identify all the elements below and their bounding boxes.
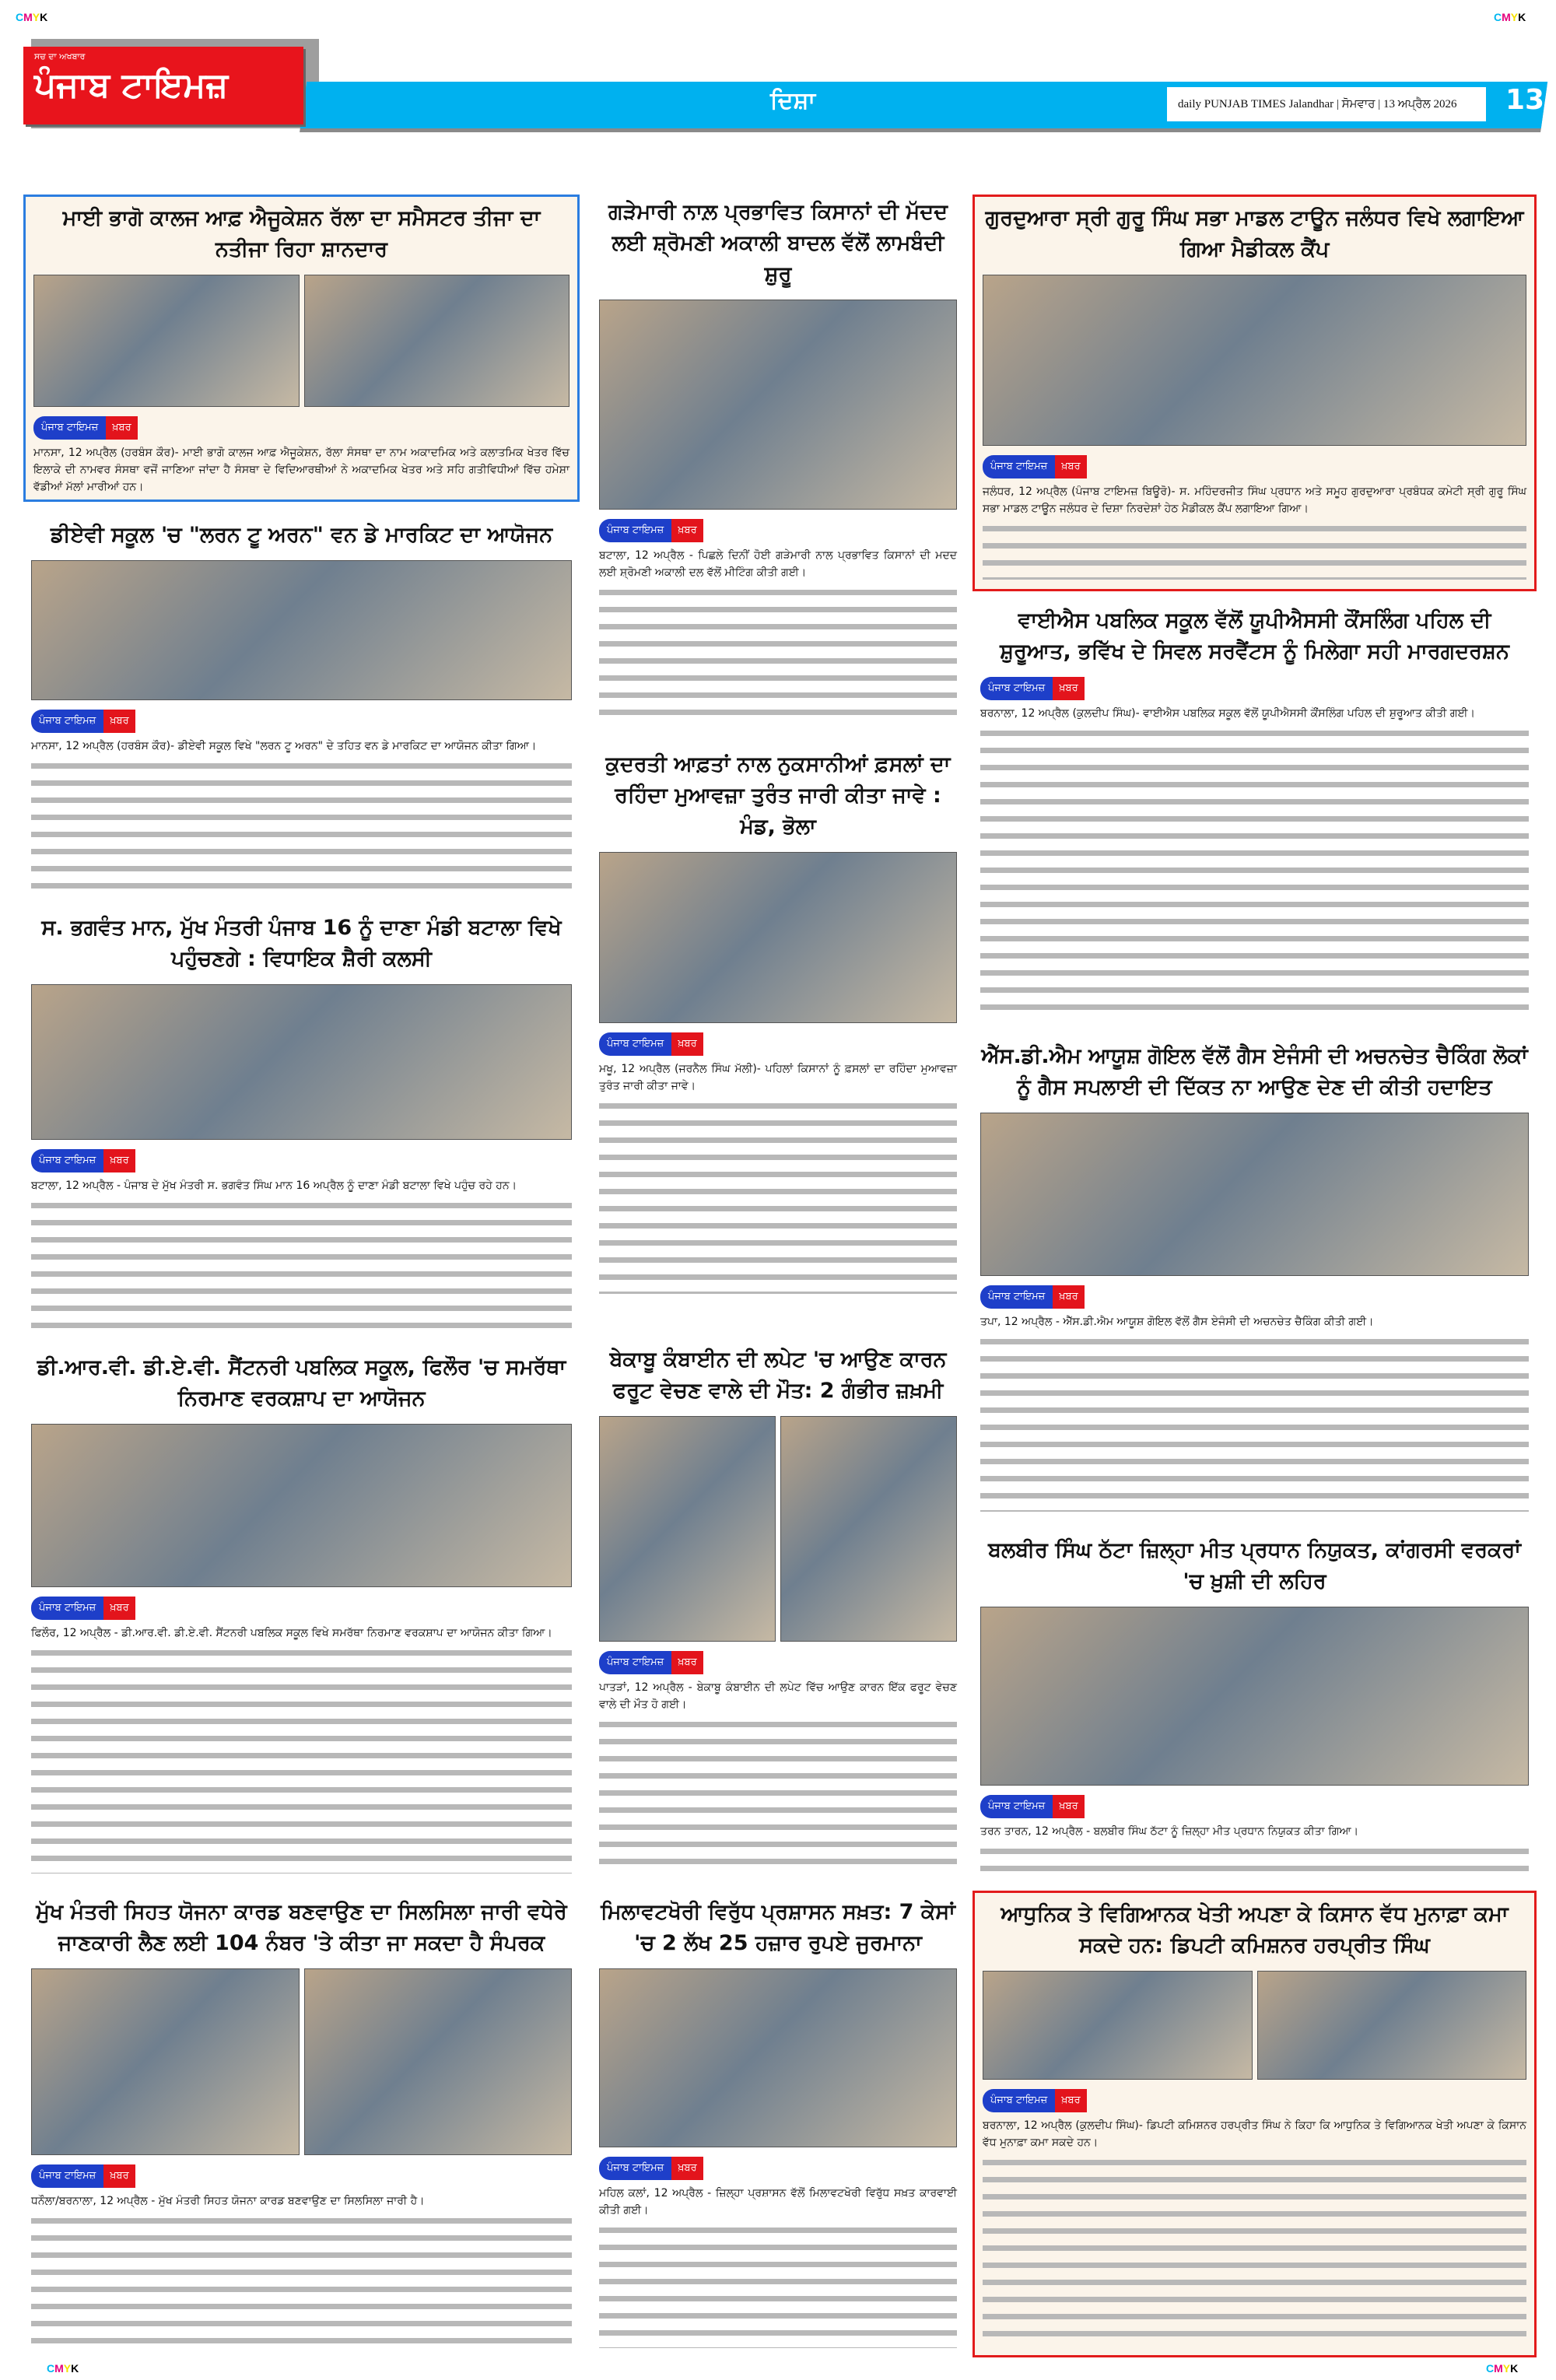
article-headline: ਮਿਲਾਵਟਖੋਰੀ ਵਿਰੁੱਧ ਪ੍ਰਸ਼ਾਸਨ ਸਖ਼ਤ: 7 ਕੇਸਾਂ 'ਚ 2 ਲੱਖ 25 ਹਜ਼ਾਰ ਰੁਪਏ ਜੁਰਮਾਨਾ xyxy=(601,1900,955,1955)
article-headline: ਵਾਈਐਸ ਪਬਲਿਕ ਸਕੂਲ ਵੱਲੋਂ ਯੂਪੀਐਸਸੀ ਕੌਂਸਲਿੰਗ ਪਹਿਲ ਦੀ ਸ਼ੁਰੂਆਤ, ਭਵਿੱਖ ਦੇ ਸਿਵਲ ਸਰਵੈਂਟਸ ਨੂੰ ਮਿਲੇਗਾ ਸਹੀ ਮਾਰਗਦਰਸ਼ਨ xyxy=(1000,608,1509,664)
byline-brand: ਪੰਜਾਬ ਟਾਇਮਜ਼ xyxy=(983,2089,1055,2112)
article-photo xyxy=(983,275,1526,446)
article-photos xyxy=(31,984,572,1140)
article-body-text xyxy=(983,2153,1526,2346)
article-photos xyxy=(983,1971,1526,2080)
article-lead: ਬਰਨਾਲਾ, 12 ਅਪ੍ਰੈਲ (ਕੁਲਦੀਪ ਸਿੰਘ)- ਡਿਪਟੀ ਕਮਿਸ਼ਨਰ ਹਰਪ੍ਰੀਤ ਸਿੰਘ ਨੇ ਕਿਹਾ ਕਿ ਆਧੁਨਿਕ ਤੇ ਵਿਗਿਆਨਕ ਖੇਤੀ ਅਪਣਾ ਕੇ ਕਿਸਾਨ ਵੱਧ ਮੁਨਾਫ਼ਾ ਕਮਾ ਸਕਦੇ ਹਨ। xyxy=(983,2119,1526,2149)
news-article xyxy=(23,195,580,502)
news-article xyxy=(591,1338,965,1883)
article-lead: ਬਰਨਾਲਾ, 12 ਅਪ੍ਰੈਲ (ਕੁਲਦੀਪ ਸਿੰਘ)- ਵਾਈਐਸ ਪਬਲਿਕ ਸਕੂਲ ਵੱਲੋਂ ਯੂਪੀਐਸਸੀ ਕੌਂਸਲਿੰਗ ਪਹਿਲ ਦੀ ਸ਼ੁਰੂਆਤ ਕੀਤੀ ਗਈ। xyxy=(980,707,1475,720)
news-article xyxy=(972,599,1537,1027)
news-article xyxy=(23,906,580,1338)
byline-tag: ਖ਼ਬਰ xyxy=(671,519,703,542)
article-photo xyxy=(1257,1971,1527,2080)
news-article xyxy=(591,191,965,735)
byline-badge xyxy=(31,1149,135,1172)
article-lead: ਤਰਨ ਤਾਰਨ, 12 ਅਪ੍ਰੈਲ - ਬਲਬੀਰ ਸਿੰਘ ਠੱਟਾ ਨੂੰ ਜ਼ਿਲ੍ਹਾ ਮੀਤ ਪ੍ਰਧਾਨ ਨਿਯੁਕਤ ਕੀਤਾ ਗਿਆ। xyxy=(980,1825,1359,1838)
byline-brand: ਪੰਜਾਬ ਟਾਇਮਜ਼ xyxy=(31,1597,103,1620)
byline-brand: ਪੰਜਾਬ ਟਾਇਮਜ਼ xyxy=(599,1032,671,1056)
article-photo xyxy=(780,1416,957,1642)
byline-brand: ਪੰਜਾਬ ਟਾਇਮਜ਼ xyxy=(599,1651,671,1674)
article-photos xyxy=(980,1607,1529,1786)
article-photos xyxy=(599,1968,957,2147)
byline-badge xyxy=(31,2164,135,2188)
article-body-text xyxy=(31,1643,572,1874)
article-headline: ਬੇਕਾਬੂ ਕੰਬਾਈਨ ਦੀ ਲਪੇਟ 'ਚ ਆਉਣ ਕਾਰਨ ਫਰੂਟ ਵੇਚਣ ਵਾਲੇ ਦੀ ਮੌਤ: 2 ਗੰਭੀਰ ਜ਼ਖ਼ਮੀ xyxy=(609,1348,947,1403)
article-body-text xyxy=(599,1096,957,1294)
article-photos xyxy=(31,1424,572,1587)
news-article xyxy=(972,195,1537,591)
byline-brand: ਪੰਜਾਬ ਟਾਇਮਜ਼ xyxy=(980,677,1053,700)
byline-tag: ਖ਼ਬਰ xyxy=(1055,455,1086,478)
article-photos xyxy=(599,852,957,1023)
section-title: ਦਿਸ਼ਾ xyxy=(770,87,816,114)
registration-mark-right: CMYK xyxy=(1494,11,1526,23)
article-headline: ਐੱਸ.ਡੀ.ਐਮ ਆਯੂਸ਼ ਗੋਇਲ ਵੱਲੋਂ ਗੈਸ ਏਜੰਸੀ ਦੀ ਅਚਨਚੇਤ ਚੈਕਿੰਗ ਲੋਕਾਂ ਨੂੰ ਗੈਸ ਸਪਲਾਈ ਦੀ ਦਿੱਕਤ ਨਾ ਆਉਣ ਦੇਣ ਦੀ ਕੀਤੀ ਹਦਾਇਤ xyxy=(981,1044,1528,1099)
article-body-text xyxy=(980,1842,1529,1874)
article-photos xyxy=(980,1113,1529,1276)
article-headline: ਕੁਦਰਤੀ ਆਫ਼ਤਾਂ ਨਾਲ ਨੁਕਸਾਨੀਆਂ ਫ਼ਸਲਾਂ ਦਾ ਰਹਿੰਦਾ ਮੁਆਵਜ਼ਾ ਤੁਰੰਤ ਜਾਰੀ ਕੀਤਾ ਜਾਵੇ : ਮੰਡ, ਭੋਲਾ xyxy=(605,752,951,839)
article-photo xyxy=(983,1971,1253,2080)
news-article xyxy=(23,1891,580,2357)
article-headline: ਆਧੁਨਿਕ ਤੇ ਵਿਗਿਆਨਕ ਖੇਤੀ ਅਪਣਾ ਕੇ ਕਿਸਾਨ ਵੱਧ ਮੁਨਾਫ਼ਾ ਕਮਾ ਸਕਦੇ ਹਨ: ਡਿਪਟੀ ਕਮਿਸ਼ਨਰ ਹਰਪ੍ਰੀਤ ਸਿੰਘ xyxy=(1001,1902,1509,1958)
article-body-text xyxy=(31,756,572,889)
byline-tag: ਖ਼ਬਰ xyxy=(103,1149,135,1172)
byline-brand: ਪੰਜਾਬ ਟਾਇਮਜ਼ xyxy=(980,1795,1053,1818)
byline-badge xyxy=(983,2089,1087,2112)
byline-tag: ਖ਼ਬਰ xyxy=(671,1032,703,1056)
article-photos xyxy=(31,560,572,700)
byline-brand: ਪੰਜਾਬ ਟਾਇਮਜ਼ xyxy=(33,416,106,440)
article-photo xyxy=(980,1113,1529,1276)
newspaper-logo xyxy=(23,47,303,124)
article-body-text xyxy=(31,1196,572,1329)
article-photo xyxy=(980,1607,1529,1786)
article-photos xyxy=(983,275,1526,446)
article-photo xyxy=(599,852,957,1023)
article-photo xyxy=(31,1968,300,2155)
article-headline: ਸ. ਭਗਵੰਤ ਮਾਨ, ਮੁੱਖ ਮੰਤਰੀ ਪੰਜਾਬ 16 ਨੂੰ ਦਾਣਾ ਮੰਡੀ ਬਟਾਲਾ ਵਿਖੇ ਪਹੁੰਚਣਗੇ : ਵਿਧਾਇਕ ਸ਼ੈਰੀ ਕਲਸੀ xyxy=(41,916,562,971)
byline-badge xyxy=(983,455,1087,478)
article-body-text xyxy=(980,724,1529,1018)
article-photos xyxy=(599,1416,957,1642)
byline-tag: ਖ਼ਬਰ xyxy=(103,1597,135,1620)
article-lead: ਤਪਾ, 12 ਅਪ੍ਰੈਲ - ਐੱਸ.ਡੀ.ਐਮ ਆਯੂਸ਼ ਗੋਇਲ ਵੱਲੋਂ ਗੈਸ ਏਜੰਸੀ ਦੀ ਅਚਨਚੇਤ ਚੈਕਿੰਗ ਕੀਤੀ ਗਈ। xyxy=(980,1316,1374,1328)
logo-tagline: ਸਚ ਦਾ ਅਖਬਾਰ xyxy=(34,51,86,61)
article-body-text xyxy=(31,2211,572,2348)
article-lead: ਬਟਾਲਾ, 12 ਅਪ੍ਰੈਲ - ਪਿਛਲੇ ਦਿਨੀਂ ਹੋਈ ਗੜੇਮਾਰੀ ਨਾਲ ਪ੍ਰਭਾਵਿਤ ਕਿਸਾਨਾਂ ਦੀ ਮਦਦ ਲਈ ਸ਼੍ਰੋਮਣੀ ਅਕਾਲੀ ਦਲ ਵੱਲੋਂ ਮੀਟਿੰਗ ਕੀਤੀ ਗਈ। xyxy=(599,549,957,579)
byline-badge xyxy=(980,1795,1085,1818)
byline-badge xyxy=(33,416,138,440)
article-headline: ਗੁਰਦੁਆਰਾ ਸ੍ਰੀ ਗੁਰੂ ਸਿੰਘ ਸਭਾ ਮਾਡਲ ਟਾਊਨ ਜਲੰਧਰ ਵਿਖੇ ਲਗਾਇਆ ਗਿਆ ਮੈਡੀਕਲ ਕੈਂਪ xyxy=(985,206,1524,261)
logo-name: ਪੰਜਾਬ ਟਾਇਮਜ਼ xyxy=(34,65,229,105)
registration-mark-left: CMYK xyxy=(16,11,48,23)
news-article xyxy=(972,1891,1537,2357)
byline-tag: ਖ਼ਬਰ xyxy=(103,2164,135,2188)
byline-badge xyxy=(31,1597,135,1620)
byline-tag: ਖ਼ਬਰ xyxy=(1053,1795,1084,1818)
article-lead: ਧਨੌਲਾ/ਬਰਨਾਲਾ, 12 ਅਪ੍ਰੈਲ - ਮੁੱਖ ਮੰਤਰੀ ਸਿਹਤ ਯੋਜਨਾ ਕਾਰਡ ਬਣਵਾਉਣ ਦਾ ਸਿਲਸਿਲਾ ਜਾਰੀ ਹੈ। xyxy=(31,2195,425,2207)
article-headline: ਮੁੱਖ ਮੰਤਰੀ ਸਿਹਤ ਯੋਜਨਾ ਕਾਰਡ ਬਣਵਾਉਣ ਦਾ ਸਿਲਸਿਲਾ ਜਾਰੀ ਵਧੇਰੇ ਜਾਣਕਾਰੀ ਲੈਣ ਲਈ 104 ਨੰਬਰ 'ਤੇ ਕੀਤਾ ਜਾ ਸਕਦਾ ਹੈ ਸੰਪਰਕ xyxy=(36,1900,567,1955)
news-article xyxy=(972,1035,1537,1521)
article-lead: ਮਾਨਸਾ, 12 ਅਪ੍ਰੈਲ (ਹਰਬੰਸ ਕੌਰ)- ਡੀਏਵੀ ਸਕੂਲ ਵਿਖੇ "ਲਰਨ ਟੂ ਅਰਨ" ਦੇ ਤਹਿਤ ਵਨ ਡੇ ਮਾਰਕਿਟ ਦਾ ਆਯੋਜਨ ਕੀਤਾ ਗਿਆ। xyxy=(31,740,537,752)
byline-badge xyxy=(980,677,1085,700)
article-lead: ਮਹਿਲ ਕਲਾਂ, 12 ਅਪ੍ਰੈਲ - ਜ਼ਿਲ੍ਹਾ ਪ੍ਰਸ਼ਾਸਨ ਵੱਲੋਂ ਮਿਲਾਵਟਖੋਰੀ ਵਿਰੁੱਧ ਸਖ਼ਤ ਕਾਰਵਾਈ ਕੀਤੀ ਗਈ। xyxy=(599,2187,957,2217)
byline-tag: ਖ਼ਬਰ xyxy=(103,710,135,733)
article-headline: ਬਲਬੀਰ ਸਿੰਘ ਠੱਟਾ ਜ਼ਿਲ੍ਹਾ ਮੀਤ ਪ੍ਰਧਾਨ ਨਿਯੁਕਤ, ਕਾਂਗਰਸੀ ਵਰਕਰਾਂ 'ਚ ਖ਼ੁਸ਼ੀ ਦੀ ਲਹਿਰ xyxy=(988,1538,1521,1593)
masthead xyxy=(23,39,1544,148)
byline-tag: ਖ਼ਬਰ xyxy=(671,2157,703,2180)
byline-tag: ਖ਼ਬਰ xyxy=(1055,2089,1086,2112)
article-photo xyxy=(599,300,957,510)
byline-badge xyxy=(599,519,703,542)
article-headline: ਗੜੇਮਾਰੀ ਨਾਲ਼ ਪ੍ਰਭਾਵਿਤ ਕਿਸਾਨਾਂ ਦੀ ਮੱਦਦ ਲਈ ਸ਼੍ਰੋਮਣੀ ਅਕਾਲੀ ਬਾਦਲ ਵੱਲੋਂ ਲਾਮਬੰਦੀ ਸ਼ੁਰੂ xyxy=(608,200,948,286)
article-photo xyxy=(599,1416,776,1642)
article-body-text xyxy=(983,519,1526,580)
article-photos xyxy=(599,300,957,510)
page-number: 13 xyxy=(1505,84,1545,116)
article-lead: ਬਟਾਲਾ, 12 ਅਪ੍ਰੈਲ - ਪੰਜਾਬ ਦੇ ਮੁੱਖ ਮੰਤਰੀ ਸ. ਭਗਵੰਤ ਸਿੰਘ ਮਾਨ 16 ਅਪ੍ਰੈਲ ਨੂੰ ਦਾਣਾ ਮੰਡੀ ਬਟਾਲਾ ਵਿਖੇ ਪਹੁੰਚ ਰਹੇ ਹਨ। xyxy=(31,1179,517,1192)
byline-badge xyxy=(599,1032,703,1056)
article-photo xyxy=(33,275,300,407)
article-body-text xyxy=(599,583,957,726)
article-photo xyxy=(599,1968,957,2147)
news-article xyxy=(591,743,965,1303)
byline-badge xyxy=(599,2157,703,2180)
article-body-text xyxy=(599,2221,957,2348)
article-lead: ਮਖੂ, 12 ਅਪ੍ਰੈਲ (ਜਰਨੈਲ ਸਿੰਘ ਮੱਲੀ)- ਪਹਿਲਾਂ ਕਿਸਾਨਾਂ ਨੂੰ ਫ਼ਸਲਾਂ ਦਾ ਰਹਿੰਦਾ ਮੁਆਵਜ਼ਾ ਤੁਰੰਤ ਜਾਰੀ ਕੀਤਾ ਜਾਵੇ। xyxy=(599,1063,957,1092)
byline-badge xyxy=(599,1651,703,1674)
article-photo xyxy=(31,560,572,700)
article-photo xyxy=(31,1424,572,1587)
byline-brand: ਪੰਜਾਬ ਟਾਇਮਜ਼ xyxy=(599,519,671,542)
article-headline: ਮਾਈ ਭਾਗੋ ਕਾਲਜ ਆਫ਼ ਐਜੂਕੇਸ਼ਨ ਰੱਲਾ ਦਾ ਸਮੈਸਟਰ ਤੀਜਾ ਦਾ ਨਤੀਜਾ ਰਿਹਾ ਸ਼ਾਨਦਾਰ xyxy=(62,206,541,261)
news-article xyxy=(591,1891,965,2357)
byline-brand: ਪੰਜਾਬ ਟਾਇਮਜ਼ xyxy=(31,1149,103,1172)
byline-badge xyxy=(31,710,135,733)
byline-brand: ਪੰਜਾਬ ਟਾਇਮਜ਼ xyxy=(983,455,1055,478)
news-article xyxy=(972,1529,1537,1883)
article-body-text xyxy=(980,1332,1529,1512)
article-photos xyxy=(31,1968,572,2155)
article-photos xyxy=(33,275,569,407)
article-photo xyxy=(304,1968,573,2155)
edition-dateline: daily PUNJAB TIMES Jalandhar | ਸੋਮਵਾਰ | 13 ਅਪ੍ਰੈਲ 2026 xyxy=(1167,87,1486,121)
news-article xyxy=(23,514,580,899)
article-headline: ਡੀਏਵੀ ਸਕੂਲ 'ਚ "ਲਰਨ ਟੂ ਅਰਨ" ਵਨ ਡੇ ਮਾਰਕਿਟ ਦਾ ਆਯੋਜਨ xyxy=(50,523,553,547)
byline-tag: ਖ਼ਬਰ xyxy=(1053,1285,1084,1309)
article-headline: ਡੀ.ਆਰ.ਵੀ. ਡੀ.ਏ.ਵੀ. ਸੈਂਟਨਰੀ ਪਬਲਿਕ ਸਕੂਲ, ਫਿਲੌਰ 'ਚ ਸਮਰੱਥਾ ਨਿਰਮਾਣ ਵਰਕਸ਼ਾਪ ਦਾ ਆਯੋਜਨ xyxy=(37,1355,566,1411)
article-photo xyxy=(304,275,570,407)
article-lead: ਜਲੰਧਰ, 12 ਅਪ੍ਰੈਲ (ਪੰਜਾਬ ਟਾਇਮਜ਼ ਬਿਊਰੋ)- ਸ. ਮਹਿੰਦਰਜੀਤ ਸਿੰਘ ਪ੍ਰਧਾਨ ਅਤੇ ਸਮੂਹ ਗੁਰਦੁਆਰਾ ਪ੍ਰਬੰਧਕ ਕਮੇਟੀ ਸ੍ਰੀ ਗੁਰੂ ਸਿੰਘ ਸਭਾ ਮਾਡਲ ਟਾਊਨ ਜਲੰਧਰ ਦੇ ਦਿਸ਼ਾ ਨਿਰਦੇਸ਼ਾਂ ਹੇਠ ਮੈਡੀਕਲ ਕੈਂਪ ਲਗਾਇਆ ਗਿਆ। xyxy=(983,485,1526,515)
registration-mark-bottom-right: CMYK xyxy=(1486,2362,1519,2375)
byline-badge xyxy=(980,1285,1085,1309)
byline-tag: ਖ਼ਬਰ xyxy=(671,1651,703,1674)
byline-tag: ਖ਼ਬਰ xyxy=(1053,677,1084,700)
article-lead: ਫਿਲੌਰ, 12 ਅਪ੍ਰੈਲ - ਡੀ.ਆਰ.ਵੀ. ਡੀ.ਏ.ਵੀ. ਸੈਂਟਨਰੀ ਪਬਲਿਕ ਸਕੂਲ ਵਿਖੇ ਸਮਰੱਥਾ ਨਿਰਮਾਣ ਵਰਕਸ਼ਾਪ ਦਾ ਆਯੋਜਨ ਕੀਤਾ ਗਿਆ। xyxy=(31,1627,552,1639)
byline-brand: ਪੰਜਾਬ ਟਾਇਮਜ਼ xyxy=(31,710,103,733)
byline-brand: ਪੰਜਾਬ ਟਾਇਮਜ਼ xyxy=(980,1285,1053,1309)
registration-mark-bottom-left: CMYK xyxy=(47,2362,79,2375)
news-article xyxy=(23,1346,580,1883)
article-body-text xyxy=(599,1715,957,1874)
article-photo xyxy=(31,984,572,1140)
article-lead: ਮਾਨਸਾ, 12 ਅਪ੍ਰੈਲ (ਹਰਬੰਸ ਕੌਰ)- ਮਾਈ ਭਾਗੋ ਕਾਲਜ ਆਫ਼ ਐਜੂਕੇਸ਼ਨ, ਰੱਲਾ ਸੰਸਥਾ ਦਾ ਨਾਮ ਅਕਾਦਮਿਕ ਅਤੇ ਕਲਾਤਮਿਕ ਖੇਤਰ ਵਿੱਚ ਇਲਾਕੇ ਦੀ ਨਾਮਵਰ ਸੰਸਥਾ ਵਜੋਂ ਜਾਣਿਆ ਜਾਂਦਾ ਹੈ ਸੰਸਥਾ ਦੇ ਵਿਦਿਆਰਥੀਆਂ ਨੇ ਅਕਾਦਮਿਕ ਖੇਤਰ ਅਤੇ ਸਹਿ ਗਤੀਵਿਧੀਆਂ ਵਿੱਚ ਹਮੇਸ਼ਾ ਵੱਡੀਆਂ ਮੱਲਾਂ ਮਾਰੀਆਂ ਹਨ। xyxy=(33,447,569,493)
article-lead: ਪਾਤੜਾਂ, 12 ਅਪ੍ਰੈਲ - ਬੇਕਾਬੂ ਕੰਬਾਈਨ ਦੀ ਲਪੇਟ ਵਿੱਚ ਆਉਣ ਕਾਰਨ ਇੱਕ ਫਰੂਟ ਵੇਚਣ ਵਾਲੇ ਦੀ ਮੌਤ ਹੋ ਗਈ। xyxy=(599,1681,957,1711)
byline-tag: ਖ਼ਬਰ xyxy=(106,416,137,440)
byline-brand: ਪੰਜਾਬ ਟਾਇਮਜ਼ xyxy=(599,2157,671,2180)
byline-brand: ਪੰਜਾਬ ਟਾਇਮਜ਼ xyxy=(31,2164,103,2188)
